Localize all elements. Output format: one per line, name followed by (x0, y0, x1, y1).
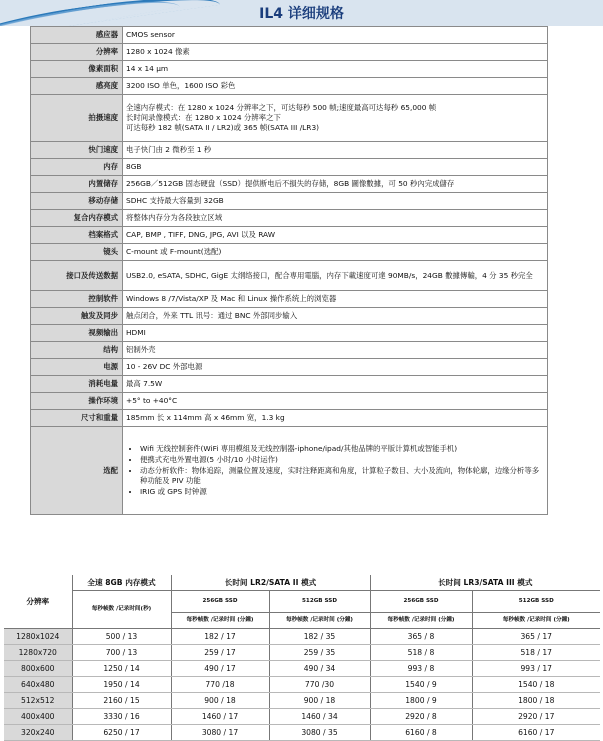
table-cell: 3330 / 16 (72, 709, 171, 725)
spec-value: USB2.0, eSATA, SDHC, GigE 太纲络接口，配合専用電腦，内存下載速度可達 90MB/s，24GB 數據傳輸，4 分 35 秒完全 (123, 261, 548, 291)
spec-row (31, 44, 548, 61)
spec-value: SDHC 支持最大容量到 32GB (123, 193, 548, 210)
list-item: • IRIG 或 GPS 时钟源 (140, 487, 544, 497)
table-row (4, 677, 600, 693)
spec-row (31, 427, 548, 515)
table-row (4, 661, 600, 677)
spec-table (30, 26, 548, 515)
resolution-cell: 512x512 (4, 693, 72, 709)
spec-label: 镜头 (31, 244, 123, 261)
spec-row (31, 325, 548, 342)
spec-value: +5° to +40°C (123, 393, 548, 410)
spec-label: 感应器 (31, 27, 123, 44)
spec-label: 分辨率 (31, 44, 123, 61)
table-cell: 1950 / 14 (72, 677, 171, 693)
spec-row (31, 342, 548, 359)
spec-label: 尺寸和重量 (31, 410, 123, 427)
header-lr3: 长时间 LR3/SATA III 模式 (370, 575, 600, 591)
resolution-cell: 400x400 (4, 709, 72, 725)
spec-value: 电子快门由 2 微秒至 1 秒 (123, 142, 548, 159)
spec-row (31, 78, 548, 95)
spec-label: 控制软件 (31, 291, 123, 308)
spec-label: 拍摄速度 (31, 95, 123, 142)
spec-label: 操作环境 (31, 393, 123, 410)
spec-row (31, 193, 548, 210)
spec-row (31, 410, 548, 427)
table-cell: 490 / 17 (171, 661, 269, 677)
table-row (4, 629, 600, 645)
page-title: IL4 详细规格 (259, 6, 344, 22)
spec-label: 快门速度 (31, 142, 123, 159)
spec-label: 接口及传送数据 (31, 261, 123, 291)
spec-row (31, 176, 548, 193)
spec-label: 消耗电量 (31, 376, 123, 393)
table-cell: 259 / 35 (269, 645, 370, 661)
spec-value: 185mm 长 x 114mm 高 x 46mm 宽，1.3 kg (123, 410, 548, 427)
title-banner (0, 0, 603, 26)
spec-row (31, 308, 548, 325)
spec-label: 视频输出 (31, 325, 123, 342)
spec-label: 感亮度 (31, 78, 123, 95)
header-ssd-512: 512GB SSD (472, 591, 600, 613)
header-fullspeed: 全速 8GB 内存模式 (72, 575, 171, 591)
spec-label: 复合内存模式 (31, 210, 123, 227)
spec-value: HDMI (123, 325, 548, 342)
spec-row (31, 393, 548, 410)
resolution-cell: 1280x720 (4, 645, 72, 661)
spec-value (123, 427, 548, 515)
table-cell: 1540 / 9 (370, 677, 472, 693)
table-cell: 490 / 34 (269, 661, 370, 677)
spec-row (31, 291, 548, 308)
header-ssd-512: 512GB SSD (269, 591, 370, 613)
spec-label: 触发及同步 (31, 308, 123, 325)
spec-label: 移动存储 (31, 193, 123, 210)
spec-row (31, 244, 548, 261)
table-cell: 770 /18 (171, 677, 269, 693)
header-ssd-256: 256GB SSD (370, 591, 472, 613)
table-row (4, 645, 600, 661)
table-cell: 1460 / 17 (171, 709, 269, 725)
table-cell: 518 / 17 (472, 645, 600, 661)
spec-label: 档案格式 (31, 227, 123, 244)
spec-line: 可达每秒 182 帧(SATA II / LR2)或 365 帧(SATA III /LR3) (126, 123, 320, 132)
spec-value: 将整体内存分为各段独立区域 (123, 210, 548, 227)
header-ssd-256: 256GB SSD (171, 591, 269, 613)
spec-value: 14 x 14 μm (123, 61, 548, 78)
resolution-cell: 800x600 (4, 661, 72, 677)
spec-value: CMOS sensor (123, 27, 548, 44)
spec-value: Windows 8 /7/Vista/XP 及 Mac 和 Linux 操作系统上的浏览器 (123, 291, 548, 308)
table-cell: 993 / 8 (370, 661, 472, 677)
list-item: • 便携式充电外置电源(5 小时/10 小时运作) (140, 455, 544, 465)
spec-row (31, 61, 548, 78)
spec-row (31, 376, 548, 393)
spec-row (31, 159, 548, 176)
table-cell: 259 / 17 (171, 645, 269, 661)
table-row (4, 693, 600, 709)
header-fps-time: 每秒帧数 /记录时间 (分鐘) (171, 613, 269, 629)
table-cell: 1250 / 14 (72, 661, 171, 677)
table-cell: 6160 / 17 (472, 725, 600, 741)
spec-row (31, 210, 548, 227)
spec-label: 选配 (31, 427, 123, 515)
spec-value: 铝制外壳 (123, 342, 548, 359)
spec-label: 电源 (31, 359, 123, 376)
spec-row (31, 261, 548, 291)
table-cell: 900 / 18 (171, 693, 269, 709)
list-item: • 动态分析软件：物体追踪，测量位置及速度，实时注释距离和角度，计算粒子数目、大小及流向，物体轮廓，边缘分析等多种功能及 PIV 功能 (140, 466, 544, 486)
table-cell: 365 / 8 (370, 629, 472, 645)
table-cell: 2160 / 15 (72, 693, 171, 709)
resolution-cell: 1280x1024 (4, 629, 72, 645)
performance-table (4, 575, 600, 741)
table-cell: 6250 / 17 (72, 725, 171, 741)
options-list (126, 444, 544, 497)
table-cell: 770 /30 (269, 677, 370, 693)
resolution-cell: 640x480 (4, 677, 72, 693)
spec-label: 内存 (31, 159, 123, 176)
spec-value: 1280 x 1024 像素 (123, 44, 548, 61)
spec-value (123, 95, 548, 142)
spec-line: 全速内存模式：在 1280 x 1024 分辨率之下，可达每秒 500 帧;速度最高可达每秒 65,000 帧 (126, 103, 437, 112)
table-cell: 518 / 8 (370, 645, 472, 661)
header-fps-time: 每秒帧数 /记录时间 (分鐘) (269, 613, 370, 629)
header-lr2: 长时间 LR2/SATA II 模式 (171, 575, 370, 591)
spec-row (31, 27, 548, 44)
spec-value: 触点闭合，外来 TTL 讯号：通过 BNC 外部同步输入 (123, 308, 548, 325)
spec-row (31, 359, 548, 376)
header-resolution: 分辨率 (4, 575, 72, 629)
table-cell: 1800 / 18 (472, 693, 600, 709)
header-fps-time: 每秒帧数 /记录时间(秒) (72, 591, 171, 629)
table-cell: 2920 / 17 (472, 709, 600, 725)
table-row (4, 725, 600, 741)
table-cell: 900 / 18 (269, 693, 370, 709)
header-fps-time: 每秒帧数 /记录时间 (分鐘) (472, 613, 600, 629)
table-cell: 182 / 17 (171, 629, 269, 645)
resolution-cell: 320x240 (4, 725, 72, 741)
spec-label: 像素面积 (31, 61, 123, 78)
spec-label: 内置储存 (31, 176, 123, 193)
spec-row (31, 95, 548, 142)
table-cell: 2920 / 8 (370, 709, 472, 725)
table-cell: 1460 / 34 (269, 709, 370, 725)
spec-line: 长时间录像模式：在 1280 x 1024 分辨率之下 (126, 113, 281, 122)
spec-value: 最高 7.5W (123, 376, 548, 393)
spec-value: 8GB (123, 159, 548, 176)
spec-row (31, 227, 548, 244)
header-fps-time: 每秒帧数 /记录时间 (分鐘) (370, 613, 472, 629)
table-row (4, 709, 600, 725)
spec-value: 256GB／512GB 固态硬盘（SSD）提供断电后不損失的存储，8GB 圖像數據，可 50 秒內完成儲存 (123, 176, 548, 193)
spec-value: 3200 ISO 单色，1600 ISO 彩色 (123, 78, 548, 95)
table-cell: 3080 / 17 (171, 725, 269, 741)
table-cell: 182 / 35 (269, 629, 370, 645)
spec-value: CAP, BMP , TIFF, DNG, JPG, AVI 以及 RAW (123, 227, 548, 244)
list-item: • Wifi 无线控制套件(WiFi 専用模組及无线控制器-iphone/ipad/其他品牌的平版计算机或智能手机) (140, 444, 544, 454)
spec-value: 10 - 26V DC 外部电源 (123, 359, 548, 376)
table-cell: 500 / 13 (72, 629, 171, 645)
table-cell: 6160 / 8 (370, 725, 472, 741)
spec-label: 结构 (31, 342, 123, 359)
table-cell: 700 / 13 (72, 645, 171, 661)
spec-value: C-mount 或 F-mount(选配) (123, 244, 548, 261)
table-cell: 3080 / 35 (269, 725, 370, 741)
table-cell: 993 / 17 (472, 661, 600, 677)
table-cell: 1540 / 18 (472, 677, 600, 693)
spec-row (31, 142, 548, 159)
table-cell: 365 / 17 (472, 629, 600, 645)
table-cell: 1800 / 9 (370, 693, 472, 709)
